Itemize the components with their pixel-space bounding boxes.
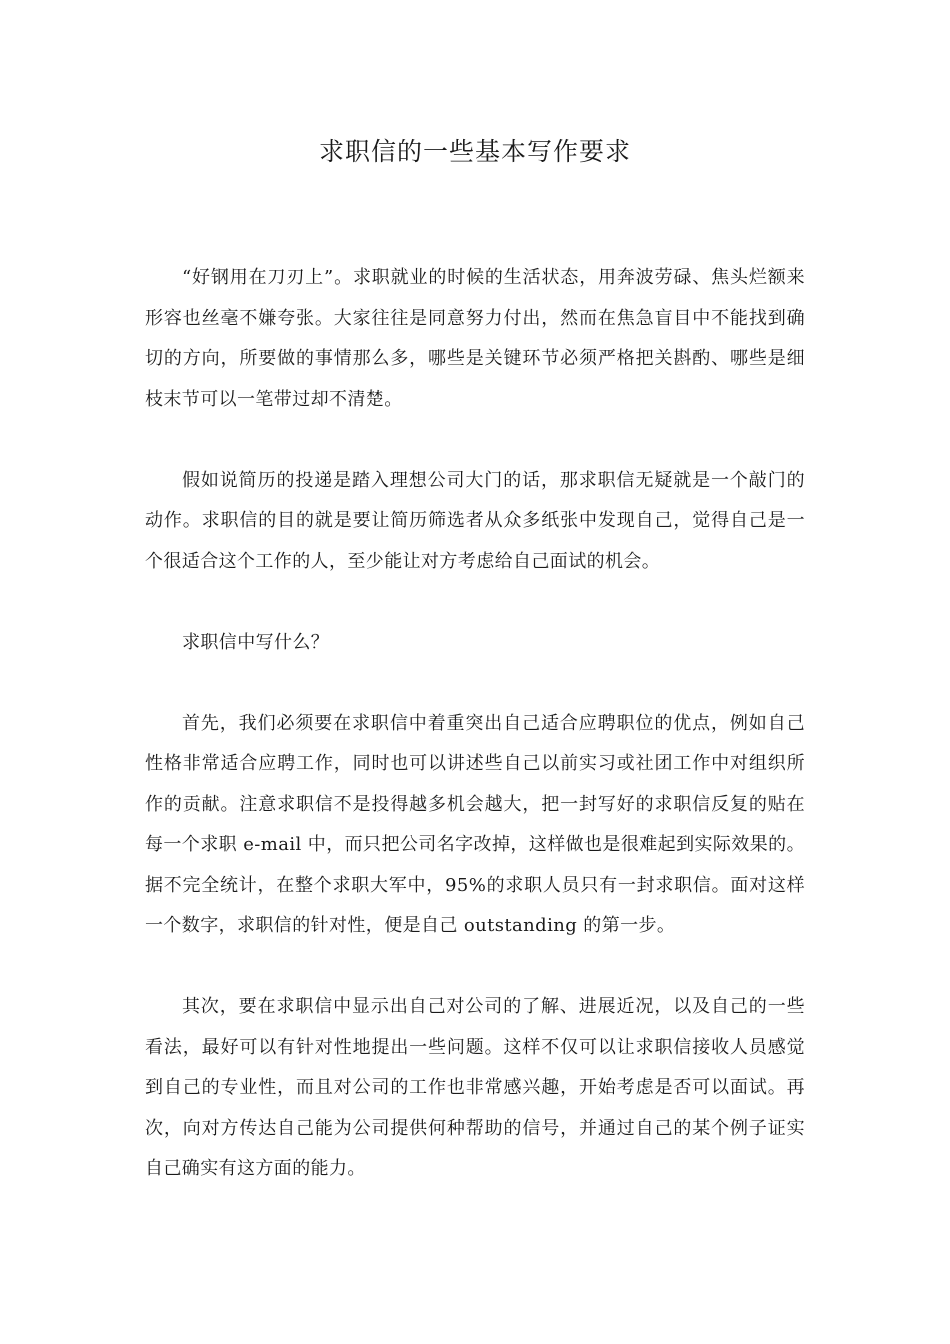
document-title: 求职信的一些基本写作要求 [318,137,631,166]
paragraph-resume-analogy: 假如说简历的投递是踏入理想公司大门的话，那求职信无疑就是一个敲门的动作。求职信的目的就是要让简历筛选者从众多纸张中发现自己，觉得自己是一个很适合这个工作的人，至少能让对方考虑给自己面试的机会。 [145,469,805,572]
paragraph-spacer [145,582,805,623]
document-body [145,258,805,1190]
section-question: 求职信中写什么？ [182,631,330,653]
paragraph-intro: “好钢用在刀刃上”。求职就业的时候的生活状态，用奔波劳碌、焦头烂额来形容也丝毫不嫌夸张。大家往往是同意努力付出，然而在焦急盲目中不能找到确切的方向，所要做的事情那么多，哪些是关键环节必须严格把关斟酌、哪些是细枝末节可以一笔带过却不清楚。 [145,267,805,410]
paragraph-first-point: 首先，我们必须要在求职信中着重突出自己适合应聘职位的优点，例如自己性格非常适合应聘工作，同时也可以讲述些自己以前实习或社团工作中对组织所作的贡献。注意求职信不是投得越多机会越大，把一封写好的求职信反复的贴在每一个求职 e-mail 中，而只把公司名字改掉，这样做也是很难起到实际效果的。据不完全统计，在整个求职大军中，95%的求职人员只有一封求职信。面对这样一个数字，求职信的针对性，便是自己 outstanding 的第一步。 [145,712,805,936]
paragraph-spacer [145,420,805,461]
paragraph-spacer [145,947,805,988]
paragraph-second-point: 其次，要在求职信中显示出自己对公司的了解、进展近况，以及自己的一些看法，最好可以有针对性地提出一些问题。这样不仅可以让求职信接收人员感觉到自己的专业性，而且对公司的工作也非常感兴趣，开始考虑是否可以面试。再次，向对方传达自己能为公司提供何种帮助的信号，并通过自己的某个例子证实自己确实有这方面的能力。 [145,996,805,1179]
paragraph-spacer [145,663,805,704]
